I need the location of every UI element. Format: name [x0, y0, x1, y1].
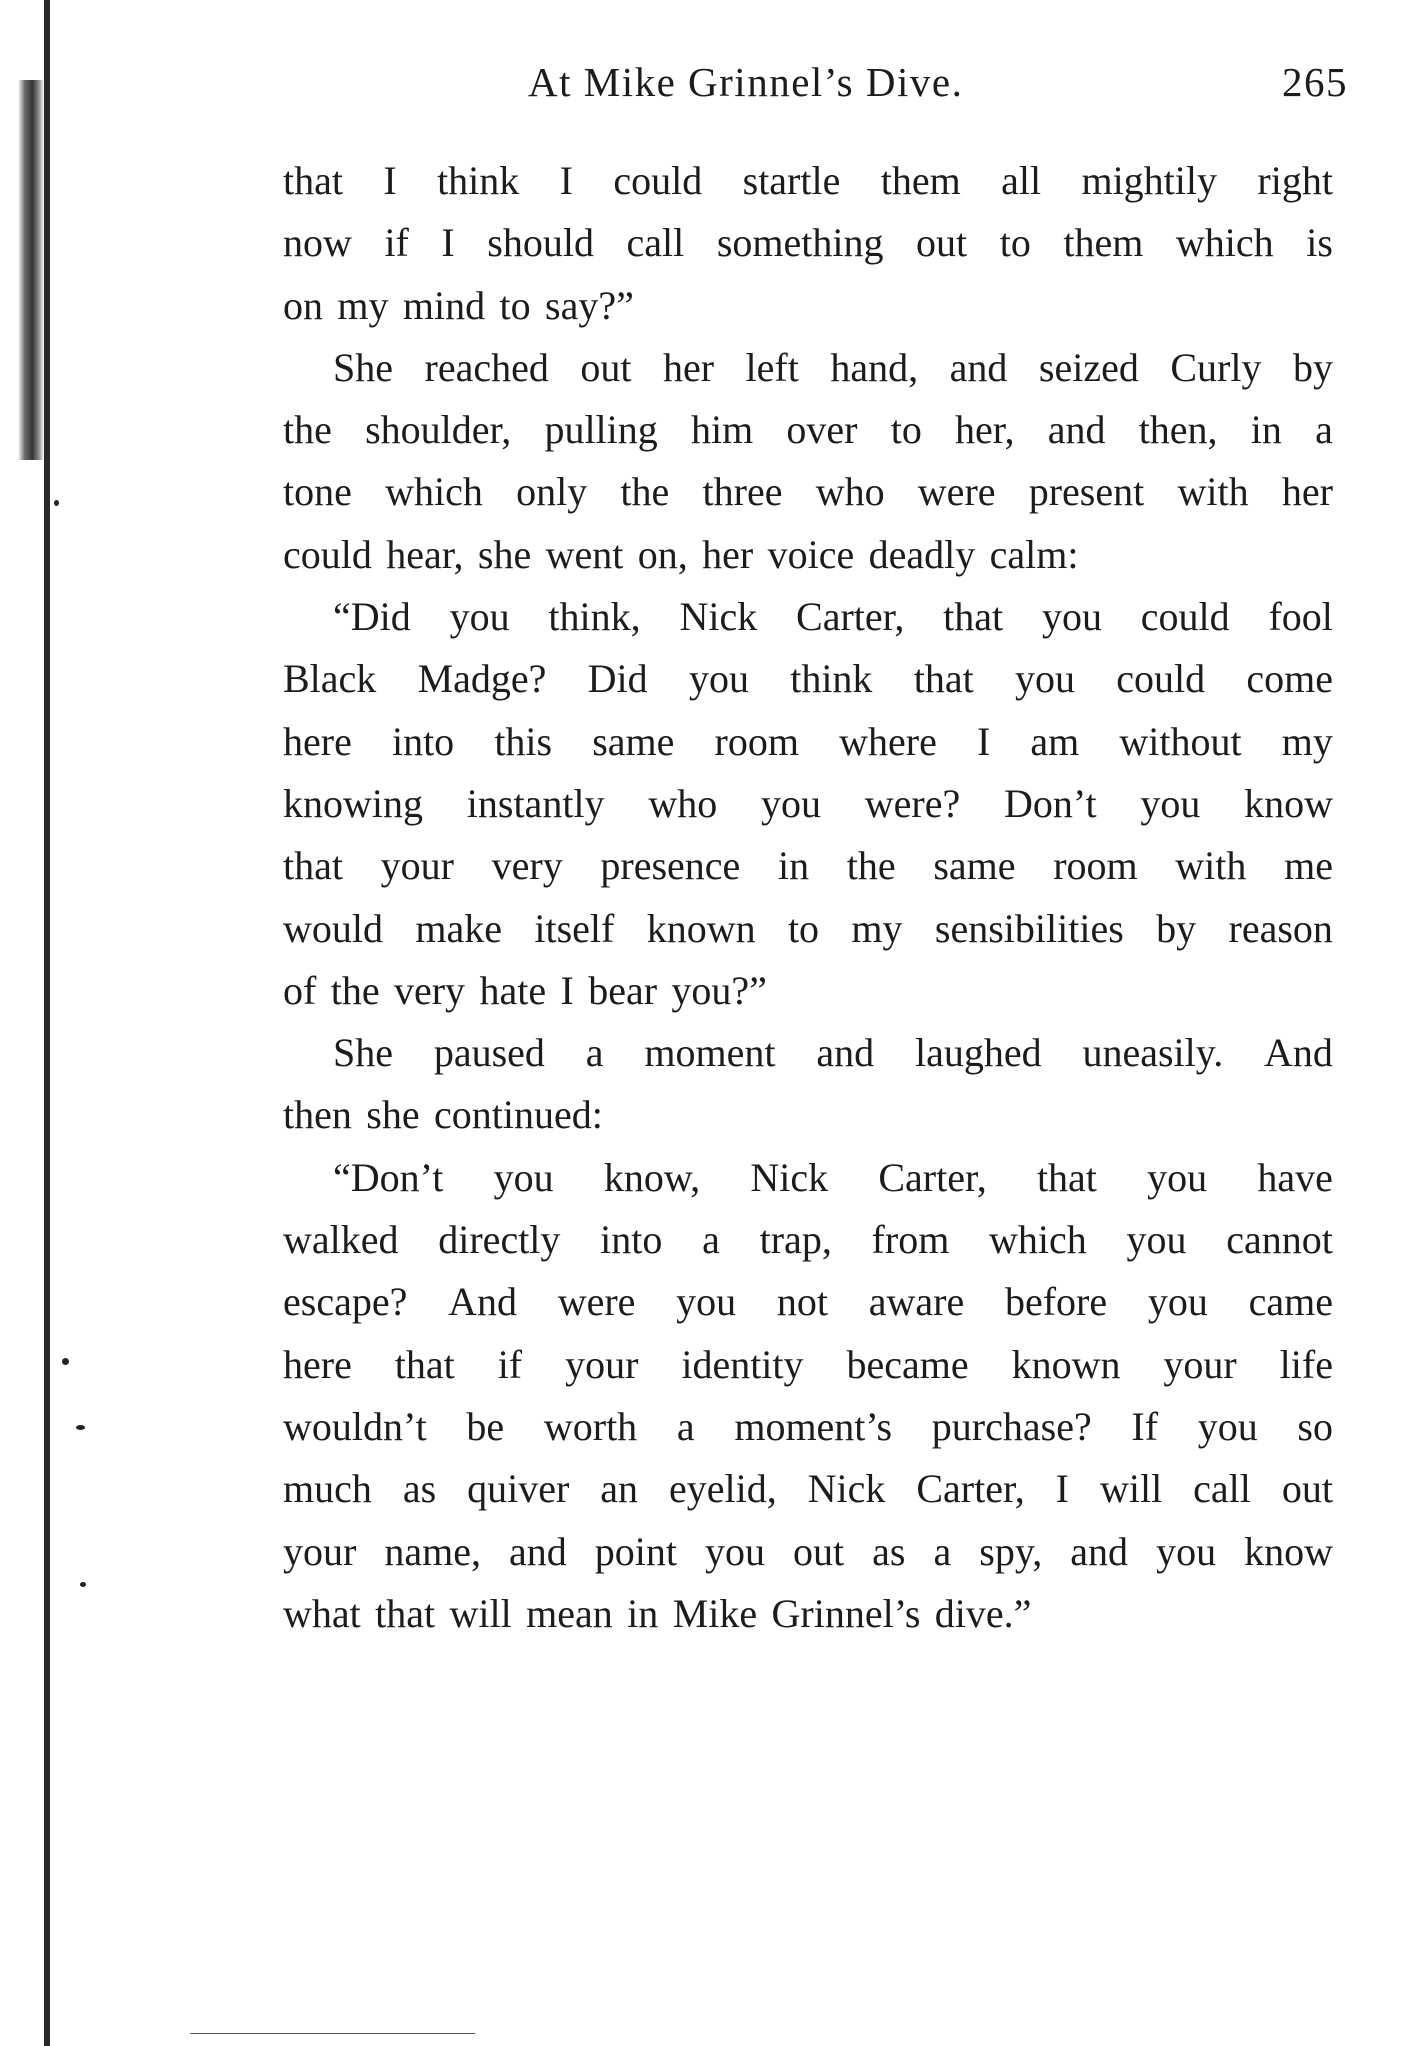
text-line: could hear, she went on, her voice deadly calm:	[283, 531, 1079, 577]
text-line: that your very presence in the same room with me	[283, 843, 1333, 889]
running-head	[528, 58, 1348, 118]
text-line: what that will mean in Mike Grinnel’s dive.”	[283, 1590, 1032, 1636]
text-line: walked directly into a trap, from which you cannot	[283, 1217, 1333, 1263]
text-line: knowing instantly who you were? Don’t you know	[283, 780, 1333, 826]
body-text	[283, 150, 1333, 1645]
scan-speck	[76, 1425, 85, 1430]
text-line: much as quiver an eyelid, Nick Carter, I will call out	[283, 1466, 1333, 1512]
text-line: here that if your identity became known your life	[283, 1341, 1333, 1387]
text-line: would make itself known to my sensibilities by reason	[283, 905, 1333, 951]
text-line: on my mind to say?”	[283, 282, 634, 328]
text-line: your name, and point you out as a spy, and you know	[283, 1528, 1333, 1574]
text-line: now if I should call something out to them which is	[283, 220, 1333, 266]
text-line: She paused a moment and laughed uneasily. And	[333, 1030, 1333, 1076]
text-line: “Did you think, Nick Carter, that you could fool	[333, 594, 1333, 640]
text-line: tone which only the three who were present with her	[283, 469, 1333, 515]
scan-speck	[62, 1358, 69, 1365]
text-line: Black Madge? Did you think that you could come	[283, 656, 1333, 702]
scan-speck	[54, 500, 59, 506]
text-line: of the very hate I bear you?”	[283, 967, 767, 1013]
text-line: She reached out her left hand, and seized Curly by	[333, 344, 1333, 390]
text-line: “Don’t you know, Nick Carter, that you have	[333, 1154, 1333, 1200]
footer-rule	[190, 2033, 475, 2034]
text-line: then she continued:	[283, 1092, 603, 1138]
text-line: here into this same room where I am without my	[283, 718, 1333, 764]
binding-edge	[44, 0, 50, 2046]
text-line: wouldn’t be worth a moment’s purchase? If you so	[283, 1403, 1333, 1449]
scan-speck	[80, 1582, 86, 1587]
text-line: the shoulder, pulling him over to her, and then, in a	[283, 407, 1333, 453]
page-number: 265	[1282, 59, 1348, 105]
binding-shadow	[18, 80, 44, 460]
text-line: escape? And were you not aware before you came	[283, 1279, 1333, 1325]
running-head-title: At Mike Grinnel’s Dive.	[528, 59, 964, 105]
text-line: that I think I could startle them all mightily right	[283, 158, 1333, 203]
